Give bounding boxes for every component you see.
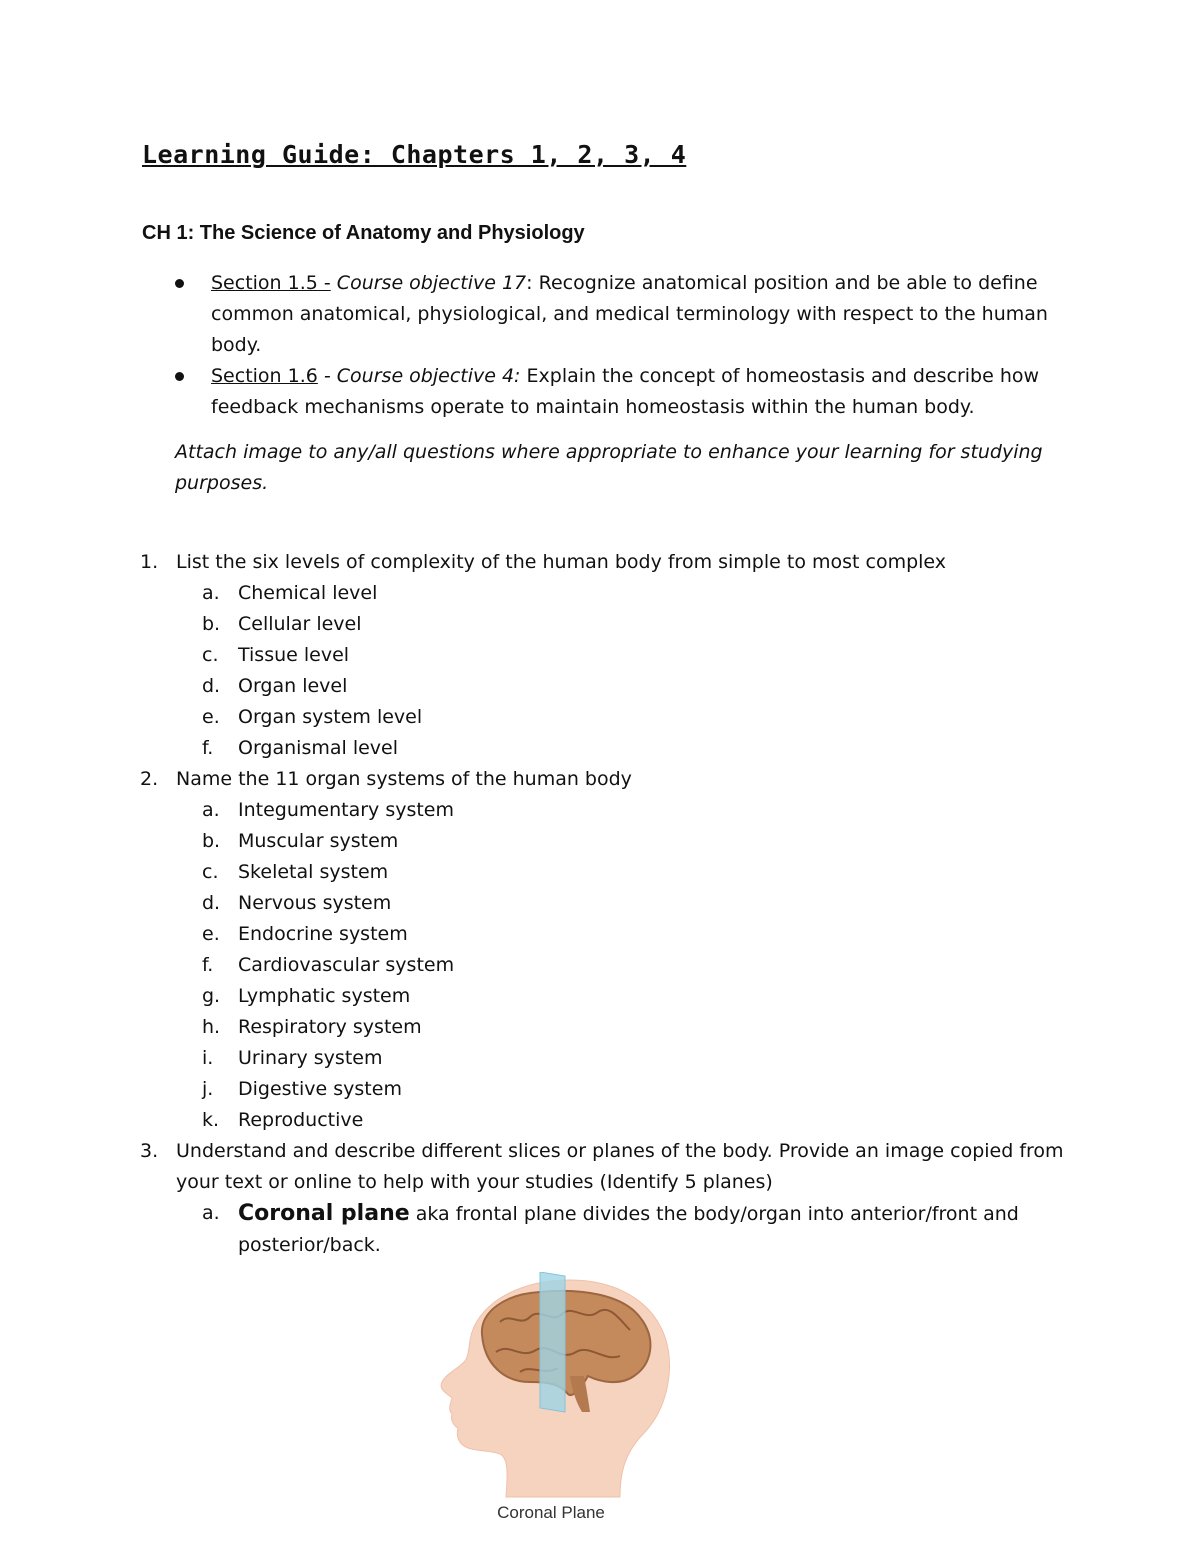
bullet-icon — [175, 372, 184, 381]
answer-text: Cellular level — [238, 613, 362, 635]
answer-text: Respiratory system — [238, 1016, 422, 1038]
objective-text: Explain the concept of homeostasis and describe how feedback mechanisms operate to maintain homeostasis within the human body. — [211, 365, 1040, 418]
question-list — [140, 547, 1070, 1261]
answer-item — [202, 981, 1070, 1012]
answer-letter: f. — [202, 954, 214, 976]
answer-item — [202, 609, 1070, 640]
answer-letter: d. — [202, 675, 221, 697]
answer-item — [202, 578, 1070, 609]
objective-text: : Recognize anatomical position and be able to define common anatomical, physiological, and medical terminology with respect to the human body. — [211, 272, 1048, 356]
answer-letter: d. — [202, 892, 221, 914]
answer-group — [140, 795, 1070, 1136]
answer-text: Integumentary system — [238, 799, 455, 821]
objective-item — [175, 361, 1075, 423]
answer-item — [202, 950, 1070, 981]
answer-item — [202, 826, 1070, 857]
chapter-heading: CH 1: The Science of Anatomy and Physiology — [142, 222, 585, 244]
question-number: 2. — [140, 768, 159, 790]
answer-text: Organ system level — [238, 706, 423, 728]
answer-letter: a. — [202, 1202, 220, 1224]
question-text: Name the 11 organ systems of the human body — [176, 768, 632, 790]
page-title: Learning Guide: Chapters 1, 2, 3, 4 — [142, 140, 687, 169]
question-number: 1. — [140, 551, 159, 573]
answer-item — [202, 1012, 1070, 1043]
instruction-note: Attach image to any/all questions where appropriate to enhance your learning for studying purposes. — [175, 441, 1043, 494]
answer-letter: e. — [202, 923, 220, 945]
answer-text: Urinary system — [238, 1047, 383, 1069]
question-text: Understand and describe different slices or planes of the body. Provide an image copied from your text or online to help with your studies (Identify 5 planes) — [176, 1140, 1064, 1193]
answer-letter: c. — [202, 861, 219, 883]
head-brain-icon — [420, 1272, 682, 1502]
course-objective: - Course objective 4: — [317, 365, 521, 387]
answer-item — [202, 640, 1070, 671]
answer-item — [202, 857, 1070, 888]
answer-item — [202, 733, 1070, 764]
answer-letter: e. — [202, 706, 220, 728]
question-number: 3. — [140, 1140, 159, 1162]
objectives-list — [175, 268, 1075, 423]
answer-text: Cardiovascular system — [238, 954, 455, 976]
question-item — [140, 1136, 1070, 1198]
answer-item — [202, 1105, 1070, 1136]
answer-text: Reproductive — [238, 1109, 364, 1131]
answer-text: Lymphatic system — [238, 985, 411, 1007]
answer-text: Nervous system — [238, 892, 392, 914]
answer-item — [202, 795, 1070, 826]
answer-letter: b. — [202, 613, 221, 635]
course-objective: Course objective 17 — [336, 272, 527, 294]
answer-letter: b. — [202, 830, 221, 852]
answer-item — [202, 1043, 1070, 1074]
answer-letter: g. — [202, 985, 221, 1007]
answer-item — [202, 919, 1070, 950]
answer-letter: k. — [202, 1109, 220, 1131]
answer-text: Endocrine system — [238, 923, 408, 945]
question-item — [140, 764, 1070, 795]
answer-text: Muscular system — [238, 830, 399, 852]
answer-text: Tissue level — [238, 644, 350, 666]
section-ref: Section 1.5 - — [211, 272, 331, 294]
figure-caption: Coronal Plane — [497, 1503, 605, 1522]
answer-item — [202, 1198, 1070, 1261]
answer-letter: f. — [202, 737, 214, 759]
answer-text: Organ level — [238, 675, 348, 697]
question-item — [140, 547, 1070, 578]
bullet-icon — [175, 279, 184, 288]
answer-item — [202, 888, 1070, 919]
objective-item — [175, 268, 1075, 361]
answer-letter: h. — [202, 1016, 221, 1038]
answer-letter: a. — [202, 799, 220, 821]
answer-letter: a. — [202, 582, 220, 604]
question-text: List the six levels of complexity of the human body from simple to most complex — [176, 551, 947, 573]
answer-group — [140, 578, 1070, 764]
answer-letter: i. — [202, 1047, 214, 1069]
section-ref: Section 1.6 — [211, 365, 318, 387]
answer-letter: j. — [202, 1078, 214, 1100]
coronal-plane-figure — [420, 1272, 682, 1522]
answer-text: Digestive system — [238, 1078, 402, 1100]
coronal-plane-slice — [540, 1272, 565, 1412]
answer-letter: c. — [202, 644, 219, 666]
answer-item — [202, 702, 1070, 733]
answer-text: Skeletal system — [238, 861, 389, 883]
answer-item — [202, 671, 1070, 702]
answer-text: Chemical level — [238, 582, 378, 604]
answer-item — [202, 1074, 1070, 1105]
answer-group — [140, 1198, 1070, 1261]
answer-text: aka frontal plane divides the body/organ into anterior/front and posterior/back. — [238, 1203, 1019, 1256]
answer-text: Organismal level — [238, 737, 399, 759]
plane-term: Coronal plane — [238, 1201, 410, 1226]
